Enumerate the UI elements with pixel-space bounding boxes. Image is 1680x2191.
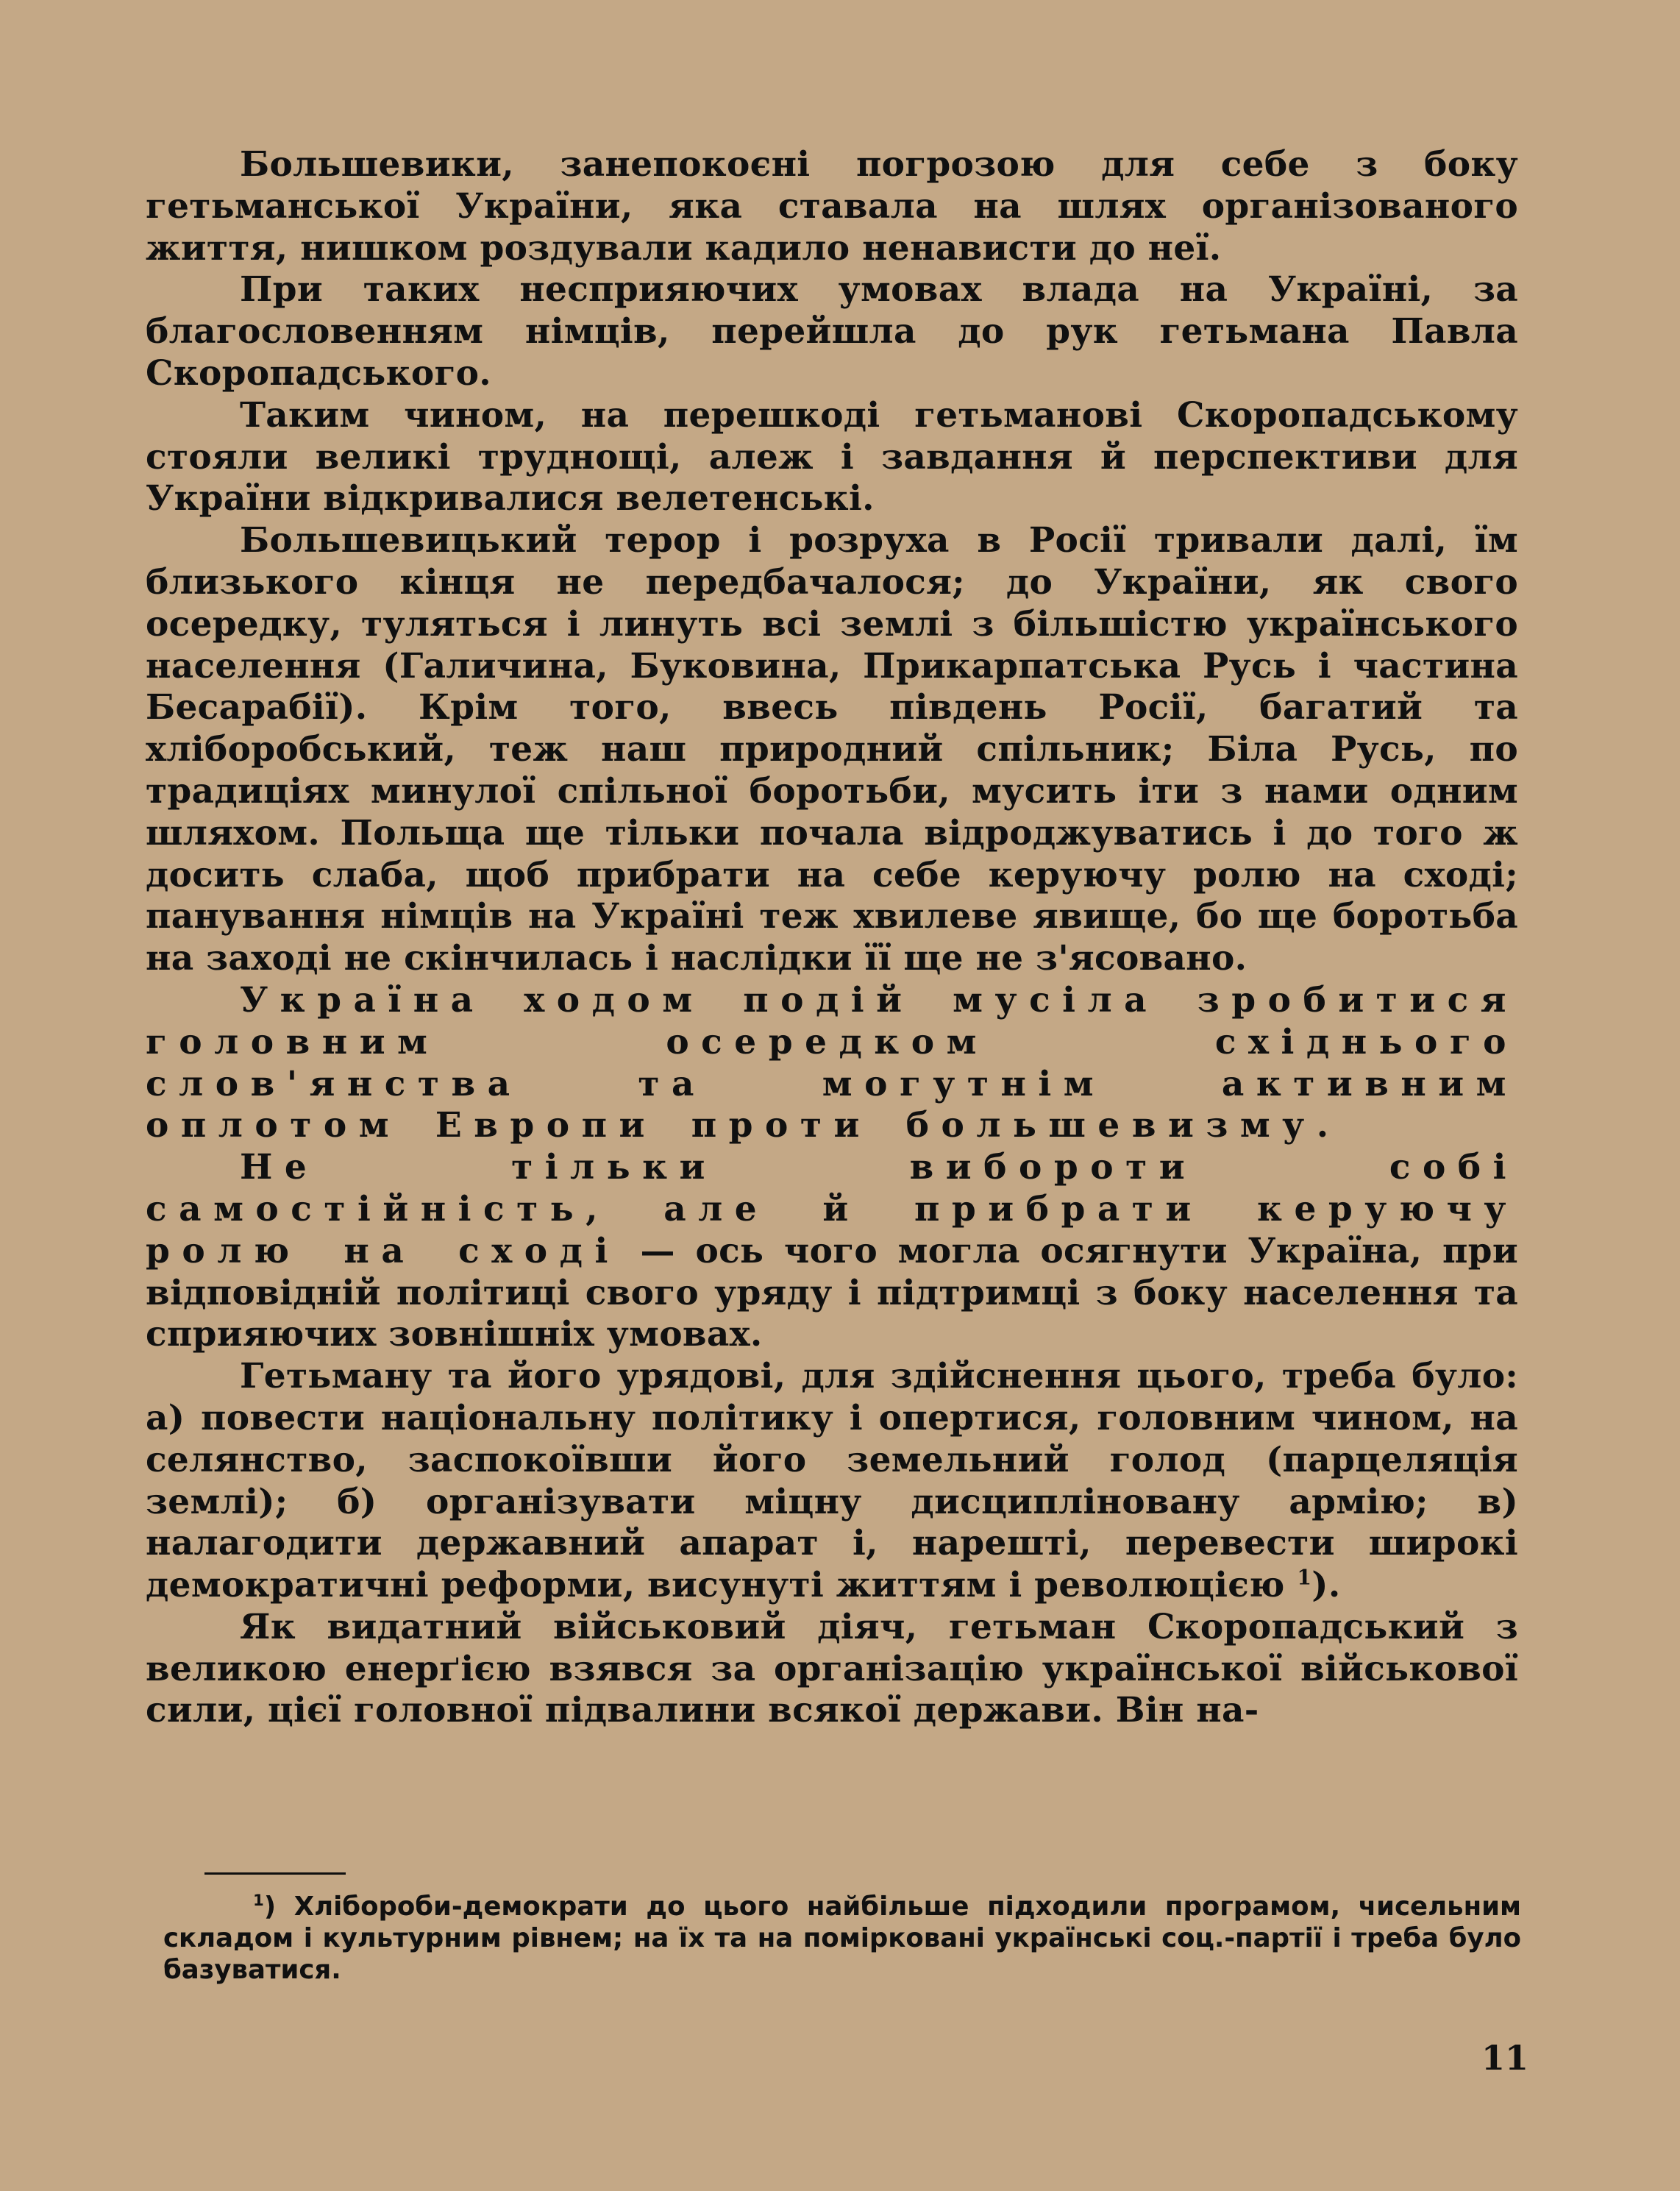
footnote-marker: 1 bbox=[253, 1892, 264, 1911]
paragraph-7 bbox=[146, 1356, 1518, 1607]
page-number: 11 bbox=[1481, 2038, 1529, 2078]
footnote-reference: 1 bbox=[1297, 1565, 1312, 1590]
paragraph-6-emphasis: Не тільки вибороти собі самостійність, але й прибрати керуючу ролю на сході bbox=[146, 1147, 1518, 1271]
footnote-reference-close: ). bbox=[1311, 1565, 1341, 1606]
paragraph-4: Большевицький терор і розруха в Росії тривали далі, їм близького кінця не передбачалося; до України, як свого осередку, туляться і линуть всі землі з більшістю українського населення (Галичина, Буковина, Прикарпатська Русь і частина Бесарабії). Крім того, ввесь південь Росії, багатий та хліборобський, теж наш природний спільник; Біла Русь, по традиціях минулої спільної боротьби, мусить іти з нами одним шляхом. Польща ще тільки почала відроджуватись і до того ж досить слаба, щоб прибрати на себе керуючу ролю на сході; панування німців на Україні теж хвилеве явище, бо ще боротьба на заході не скінчилась і наслідки її ще не з'ясовано. bbox=[146, 520, 1518, 979]
paragraph-6-text: — ось чого могла осягнути Україна, при відповідній політиці свого уряду і підтримці з боку населення та сприяючих зовнішніх умовах. bbox=[146, 1230, 1518, 1355]
page-body bbox=[146, 144, 1518, 1732]
paragraph-3: Таким чином, на перешкоді гетьманові Скоропадському стояли великі труднощі, алеж і завдання й перспективи для України відкривалися велетенські. bbox=[146, 394, 1518, 519]
footnote-divider bbox=[204, 1872, 346, 1875]
paragraph-8: Як видатний військовий діяч, гетьман Скоропадський з великою енерґією взявся за організацію української військової сили, цієї головної підвалини всякої держави. Він на- bbox=[146, 1606, 1518, 1731]
paragraph-1: Большевики, занепокоєні погрозою для себе з боку гетьманської України, яка ставала на шлях організованого життя, нишком роздували кадило ненависти до неї. bbox=[146, 144, 1518, 269]
paragraph-5-emphasis: Україна ходом подій мусіла зробитися головним осередком східнього слов'янства та могутнім активним оплотом Европи проти большевизму. bbox=[146, 979, 1518, 1146]
footnote-text: ) Хлібороби-демократи до цього найбільше підходили програмом, чисельним складом і культурним рівнем; на їх та на помірковані українські соц.-партії і треба було базуватися. bbox=[163, 1892, 1521, 1985]
paragraph-6 bbox=[146, 1147, 1518, 1356]
footnote bbox=[163, 1891, 1521, 1986]
paragraph-7-text: Гетьману та його урядові, для здійснення цього, треба було: а) повести національну політику і опертися, головним чином, на селянство, заспокоївши його земельний голод (парцеляція землі); б) організувати міцну дисципліновану армію; в) налагодити державний апарат і, нарешті, перевести широкі демократичні реформи, висунуті життям і революцією bbox=[146, 1356, 1518, 1606]
paragraph-2: При таких несприяючих умовах влада на Україні, за благословенням німців, перейшла до рук гетьмана Павла Скоропадського. bbox=[146, 269, 1518, 394]
